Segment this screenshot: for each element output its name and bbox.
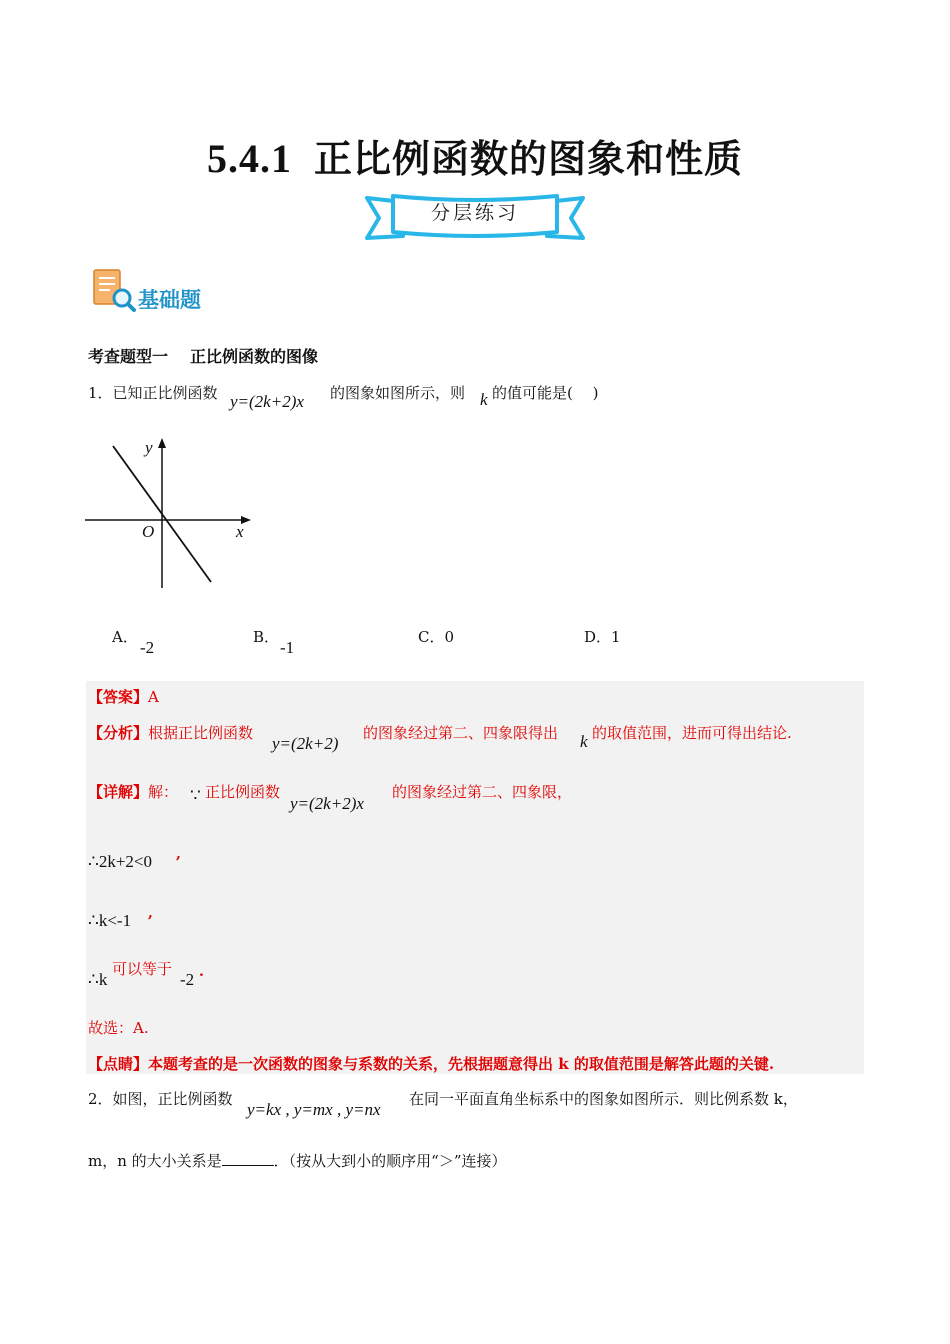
option-c-letter: C． xyxy=(418,628,445,646)
document-magnifier-icon xyxy=(90,268,136,312)
option-b-letter: B． xyxy=(253,628,280,646)
comment-line xyxy=(88,1053,774,1074)
option-d-value: 1 xyxy=(611,628,621,646)
x-axis-label: x xyxy=(236,522,244,541)
answer-value: A xyxy=(148,688,159,706)
analysis-formula: y=(2k+2) xyxy=(272,734,339,753)
analysis-prefix: 根据正比例函数 xyxy=(148,724,254,742)
detail-prefix: 解： xyxy=(148,783,179,801)
answer-blank[interactable] xyxy=(222,1151,274,1166)
comment-tag: 【点睛】 xyxy=(88,1055,149,1073)
detail-text1: 正比例函数 xyxy=(205,783,281,801)
step-3-text: 可以等于 xyxy=(112,960,173,978)
basic-section-label: 基础题 xyxy=(138,287,201,312)
q2-formula: y=kx , y=mx , y=nx xyxy=(247,1100,381,1119)
analysis-suffix: 的取值范围，进而可得出结论. xyxy=(592,724,792,742)
because-symbol: ∵ xyxy=(190,786,201,805)
section-heading xyxy=(88,344,318,367)
q1-var: k xyxy=(480,390,488,409)
analysis-line xyxy=(88,722,253,743)
q1-suffix: 的值可能是( ) xyxy=(492,384,599,402)
origin-label: O xyxy=(142,522,155,541)
ribbon-label: 分层练习 xyxy=(430,202,519,224)
detail-tag: 【详解】 xyxy=(88,783,149,801)
analysis-var: k xyxy=(580,732,588,751)
q1-prefix: 1．已知正比例函数 xyxy=(88,384,218,402)
detail-text2: 的图象经过第二、四象限， xyxy=(392,783,573,801)
title-number: 5.4.1 xyxy=(206,136,292,181)
option-a-value: -2 xyxy=(140,638,155,657)
q2-suffix: 在同一平面直角坐标系中的图象如图所示．则比例系数 k， xyxy=(409,1090,798,1108)
step-3-value: -2 xyxy=(180,970,195,989)
q2-line2-b: ．（按从大到小的顺序用“＞”连接） xyxy=(273,1152,507,1170)
comment-text: 本题考查的是一次函数的图象与系数的关系，先根据题意得出 k 的取值范围是解答此题的关键. xyxy=(148,1055,775,1073)
page-title xyxy=(0,128,950,183)
analysis-middle: 的图象经过第二、四象限得出 xyxy=(363,724,559,742)
step-2: ∴k<-1 xyxy=(88,911,132,930)
option-c-value: 0 xyxy=(444,628,455,646)
detail-line xyxy=(88,781,178,802)
title-text: 正比例函数的图象和性质 xyxy=(313,136,743,181)
option-b-value: -1 xyxy=(280,638,295,657)
choose-line: 故选：A. xyxy=(88,1019,149,1037)
detail-formula: y=(2k+2)x xyxy=(290,794,364,813)
y-axis-arrow xyxy=(158,438,166,448)
section-type-label: 考查题型一 xyxy=(88,347,169,366)
q2-prefix: 2．如图，正比例函数 xyxy=(88,1090,233,1108)
section-topic: 正比例函数的图像 xyxy=(190,347,319,366)
q2-line2 xyxy=(88,1150,507,1171)
q1-middle: 的图象如图所示，则 xyxy=(330,384,466,402)
option-b[interactable] xyxy=(253,626,279,647)
step-2-mark: , xyxy=(148,905,153,921)
option-d[interactable] xyxy=(584,626,621,647)
q1-formula: y=(2k+2)x xyxy=(230,392,304,411)
q1-graph xyxy=(85,436,260,591)
q2-line2-a: m，n 的大小关系是 xyxy=(88,1152,222,1170)
step-3-mark: . xyxy=(199,964,204,980)
step-1: ∴2k+2<0 xyxy=(88,852,152,871)
option-c[interactable] xyxy=(418,626,454,647)
option-a[interactable] xyxy=(112,626,138,647)
answer-line xyxy=(88,686,159,707)
y-axis-label: y xyxy=(145,438,153,457)
answer-tag: 【答案】 xyxy=(88,688,149,706)
step-1-mark: , xyxy=(176,846,181,862)
option-d-letter: D． xyxy=(584,628,612,646)
option-a-letter: A． xyxy=(112,628,138,646)
analysis-tag: 【分析】 xyxy=(88,724,149,742)
step-3-var: ∴k xyxy=(88,970,108,989)
